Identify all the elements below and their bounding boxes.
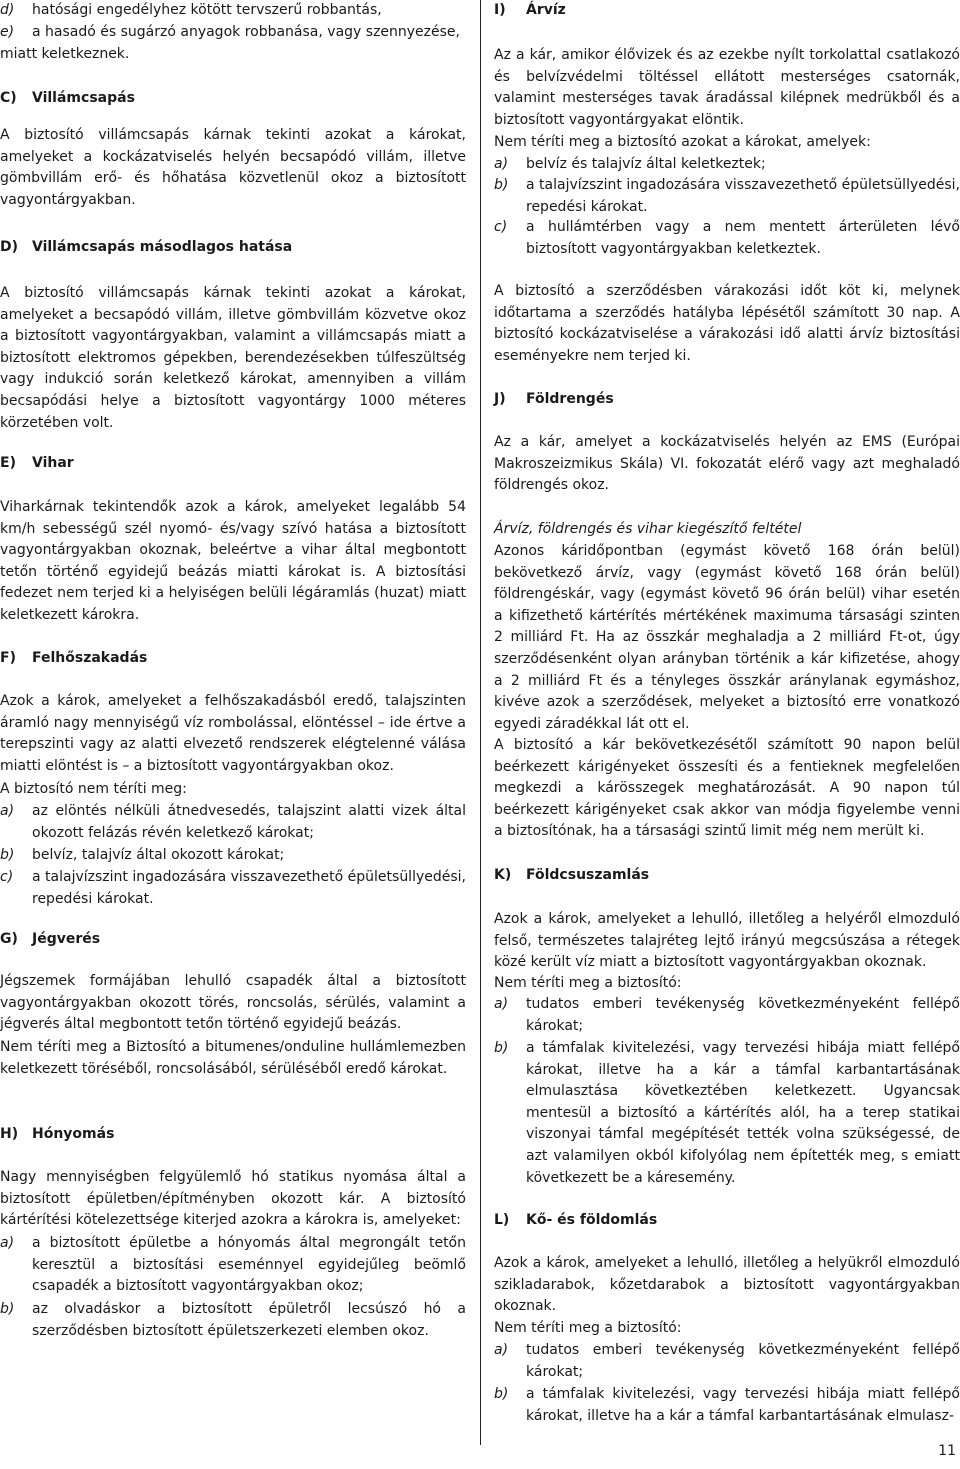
list-text: az elöntés nélküli átnedvesedés, talajszint alatti vizek által okozott felázás révén keletkező károkat; xyxy=(32,803,466,841)
list-text: tudatos emberi tevékenység következményeként fellépő károkat; xyxy=(526,996,960,1034)
list-marker: b) xyxy=(0,847,15,863)
section-heading-c xyxy=(0,88,466,110)
column-divider xyxy=(480,0,481,1445)
section-label: I) xyxy=(494,2,506,18)
list-item xyxy=(494,1340,960,1383)
list-marker: a) xyxy=(494,156,509,172)
list-marker: a) xyxy=(494,996,509,1012)
section-heading-e xyxy=(0,453,466,475)
list-marker: a) xyxy=(0,1235,15,1251)
section-body-j: Az a kár, amelyet a kockázatviselés helyén az EMS (Európai Makroszeizmikus Skála) VI. fokozatát elérő vagy azt meghaladó földrengés okoz. xyxy=(494,434,960,494)
exclusion-intro: Nem téríti meg a biztosító: xyxy=(494,975,682,991)
section-heading-h xyxy=(0,1124,466,1146)
section-label: L) xyxy=(494,1212,510,1228)
section-heading-i xyxy=(494,0,960,22)
section-title: Villámcsapás xyxy=(32,90,135,106)
list-text: a hullámtérben vagy a nem mentett árterületen lévő biztosított vagyontárgyakban keletkeztek. xyxy=(526,219,960,257)
section-title: Felhőszakadás xyxy=(32,650,148,666)
section-body-k: Azok a károk, amelyeket a lehulló, illetőleg a helyéről elmozduló felső, természetes talajréteg lejtő irányú megcsúszása a rétegek közé került víz miatt a biztosított vagyontárgyakban okoznak. xyxy=(494,911,960,971)
list-text: a támfalak kivitelezési, vagy tervezési hibája miatt fellépő károkat, illetve ha a kár a támfal karbantartásának elmulasz- xyxy=(526,1386,960,1424)
section-body-i-2: A biztosító a szerződésben várakozási időt köt ki, melynek időtartama a szerződés hatályba lépésétől számított 30 nap. A biztosító kockázatviselése a várakozási idő alatti árvíz biztosítási eseményekre nem terjed ki. xyxy=(494,283,960,364)
section-body-i: Az a kár, amikor élővizek és az ezekbe nyílt torkolattal csatlakozó és belvízvédelmi töltéssel ellátott mesterséges csatornák, valamint mesterséges tavak áradással kilépnek medrükből és a biztosított vagyontárgyakat elöntik. xyxy=(494,47,960,128)
section-label: D) xyxy=(0,239,19,255)
list-marker: c) xyxy=(0,869,14,885)
list-marker: b) xyxy=(494,1040,509,1056)
list-item xyxy=(494,154,960,176)
section-title: Kő- és földomlás xyxy=(526,1212,658,1228)
list-text: tudatos emberi tevékenység következményeként fellépő károkat; xyxy=(526,1342,960,1380)
section-title: Vihar xyxy=(32,455,74,471)
section-label: K) xyxy=(494,867,512,883)
list-marker: a) xyxy=(494,1342,509,1358)
section-label: F) xyxy=(0,650,16,666)
list-item xyxy=(494,175,960,218)
list-item xyxy=(0,845,466,867)
section-title: Földcsuszamlás xyxy=(526,867,650,883)
list-text: a hasadó és sugárzó anyagok robbanása, vagy szennyezése, xyxy=(32,24,460,40)
section-body-g-2: Nem téríti meg a Biztosító a bitumenes/onduline hullámlemezben keletkezett töréséből, roncsolásából, sérüléséből eredő károkat. xyxy=(0,1039,466,1077)
list-marker: a) xyxy=(0,803,15,819)
list-item xyxy=(0,1233,466,1298)
list-continuation: miatt keletkeznek. xyxy=(0,46,130,62)
list-item-e xyxy=(0,22,466,44)
section-heading-g xyxy=(0,929,466,951)
section-title: Árvíz xyxy=(526,2,566,18)
list-item xyxy=(494,217,960,260)
list-marker: b) xyxy=(494,1386,509,1402)
list-marker: b) xyxy=(0,1301,15,1317)
page-number: 11 xyxy=(938,1443,956,1459)
list-item xyxy=(0,1299,466,1342)
list-text: belvíz és talajvíz által keletkeztek; xyxy=(526,156,766,172)
exclusion-intro: Nem téríti meg a biztosító: xyxy=(494,1320,682,1336)
list-text: a biztosított épületbe a hónyomás által megrongált tetőn keresztül a biztosítási eseménnyel egyidejűleg beömlő csapadék a biztosított vagyontárgyakban okoz; xyxy=(32,1235,466,1295)
supplement-body-2: A biztosító a kár bekövetkezésétől számított 90 napon belül beérkezett kárigényeket összesíti és a fentieknek megfelelően megkezdi a kárösszegek meghatározását. A 90 napon túl beérkezett kárigényeket csak akkor van módja figyelembe venni a biztosítónak, ha a társasági szintű limit még nem merült ki. xyxy=(494,737,960,840)
list-item-d xyxy=(0,0,466,22)
list-item xyxy=(494,1384,960,1427)
list-marker: b) xyxy=(494,177,509,193)
list-text: hatósági engedélyhez kötött tervszerű robbantás, xyxy=(32,2,382,18)
section-body-g: Jégszemek formájában lehulló csapadék által a biztosított vagyontárgyakban okozott törés, roncsolás, sérülés, valamint a jégverés által megbontott tetőn történő egyidejű beázás. xyxy=(0,973,466,1033)
section-label: H) xyxy=(0,1126,19,1142)
list-text: az olvadáskor a biztosított épületről lecsúszó hó a szerződésben biztosított épületszerkezeti elemben okoz. xyxy=(32,1301,466,1339)
list-item xyxy=(0,867,466,910)
list-item xyxy=(494,1038,960,1189)
list-text: a talajvízszint ingadozására visszavezethető épületsüllyedési, repedési károkat. xyxy=(526,177,960,215)
section-body-l: Azok a károk, amelyeket a lehulló, illetőleg a helyükről elmozduló szikladarabok, kőzetdarabok a biztosított vagyontárgyakban okoznak. xyxy=(494,1255,960,1315)
exclusion-intro: Nem téríti meg a biztosító azokat a károkat, amelyek: xyxy=(494,134,871,150)
section-title: Jégverés xyxy=(32,931,101,947)
section-title: Földrengés xyxy=(526,391,614,407)
section-title: Hónyomás xyxy=(32,1126,115,1142)
section-title: Villámcsapás másodlagos hatása xyxy=(32,239,293,255)
section-heading-k xyxy=(494,865,960,887)
section-label: G) xyxy=(0,931,18,947)
section-heading-d xyxy=(0,237,466,259)
list-item xyxy=(494,994,960,1037)
list-text: a támfalak kivitelezési, vagy tervezési hibája miatt fellépő károkat, illetve ha a kár a támfal karbantartásának elmulasztása következtében keletkezett. Ugyancsak mentesül a biztosító a kártérítés alól, ha a terep statikai viszonyai támfal megépítését tették volna szükségessé, de azt valamilyen okból kifolyólag nem építették meg, s emiatt következett be a káresemény. xyxy=(526,1040,960,1186)
section-body-e: Viharkárnak tekintendők azok a károk, amelyeket legalább 54 km/h sebességű szél nyomó- és/vagy szívó hatása a biztosított vagyontárgyakban okoznak, beleértve a vihar által megbontott tetőn történő egyidejű beázás miatti károkat is. A biztosítási fedezet nem terjed ki a helyiségen belüli légáramlás (huzat) miatt keletkezett károkra. xyxy=(0,499,466,623)
section-body-d: A biztosító villámcsapás kárnak tekinti azokat a károkat, amelyeket a becsapódó villám, illetve gömbvillám közvetve okoz a biztosított vagyontárgyakban, valamint a villámcsapás miatt a biztosított elektromos gépekben, berendezésekben túlfeszültség vagy indukció során keletkező károkat, amennyiben a villám becsapódási helye a biztosított vagyontárgy 1000 méteres körzetében volt. xyxy=(0,285,466,431)
list-text: a talajvízszint ingadozására visszavezethető épületsüllyedési, repedési károkat. xyxy=(32,869,466,907)
section-body-h: Nagy mennyiségben felgyülemlő hó statikus nyomása által a biztosított épületben/építményben okozott kár. A biztosító kártérítési kötelezettsége kiterjed azokra a károkra is, amelyeket: xyxy=(0,1169,466,1229)
section-heading-f xyxy=(0,648,466,670)
section-label: J) xyxy=(494,391,506,407)
section-body-f: Azok a károk, amelyeket a felhőszakadásból eredő, talajszinten áramló nagy mennyiségű víz rombolással, elöntéssel – ide értve a terepszinti vagy az alatti elvezető rendszerek elégtelenné válása miatti elöntést is – a biztosított vagyontárgyakban okoz. xyxy=(0,693,466,774)
section-body-c: A biztosító villámcsapás kárnak tekinti azokat a károkat, amelyeket a kockázatviselés helyén becsapódó villám, illetve gömbvillám erő- és hőhatása közvetlenül okoz a biztosított vagyontárgyakban. xyxy=(0,127,466,208)
section-label: C) xyxy=(0,90,17,106)
section-heading-j xyxy=(494,389,960,411)
supplement-title: Árvíz, földrengés és vihar kiegészítő feltétel xyxy=(494,521,802,537)
supplement-body: Azonos káridőpontban (egymást követő 168 órán belül) bekövetkező árvíz, vagy (egymást követő 168 órán belül) földrengéskár, vagy (egymást követő 96 órán belül) vihar esetén a kifizethető kártérítés mértékének maximuma társasági szinten 2 milliárd Ft. Ha az összkár meghaladja a 2 milliárd Ft-ot, úgy szerződésenként olyan arányban történik a kár kifizetése, ahogy a 2 milliárd Ft és a tényleges összkár aránylanak egymáshoz, kivéve azok a szerződések, melyeket a biztosító erre vonatkozó egyedi záradékkal lát ott el. xyxy=(494,543,960,732)
list-marker: e) xyxy=(0,24,15,40)
list-item xyxy=(0,801,466,844)
list-text: belvíz, talajvíz által okozott károkat; xyxy=(32,847,285,863)
list-marker: c) xyxy=(494,219,508,235)
section-label: E) xyxy=(0,455,16,471)
exclusion-intro: A biztosító nem téríti meg: xyxy=(0,781,187,797)
list-marker: d) xyxy=(0,2,15,18)
section-heading-l xyxy=(494,1210,960,1232)
